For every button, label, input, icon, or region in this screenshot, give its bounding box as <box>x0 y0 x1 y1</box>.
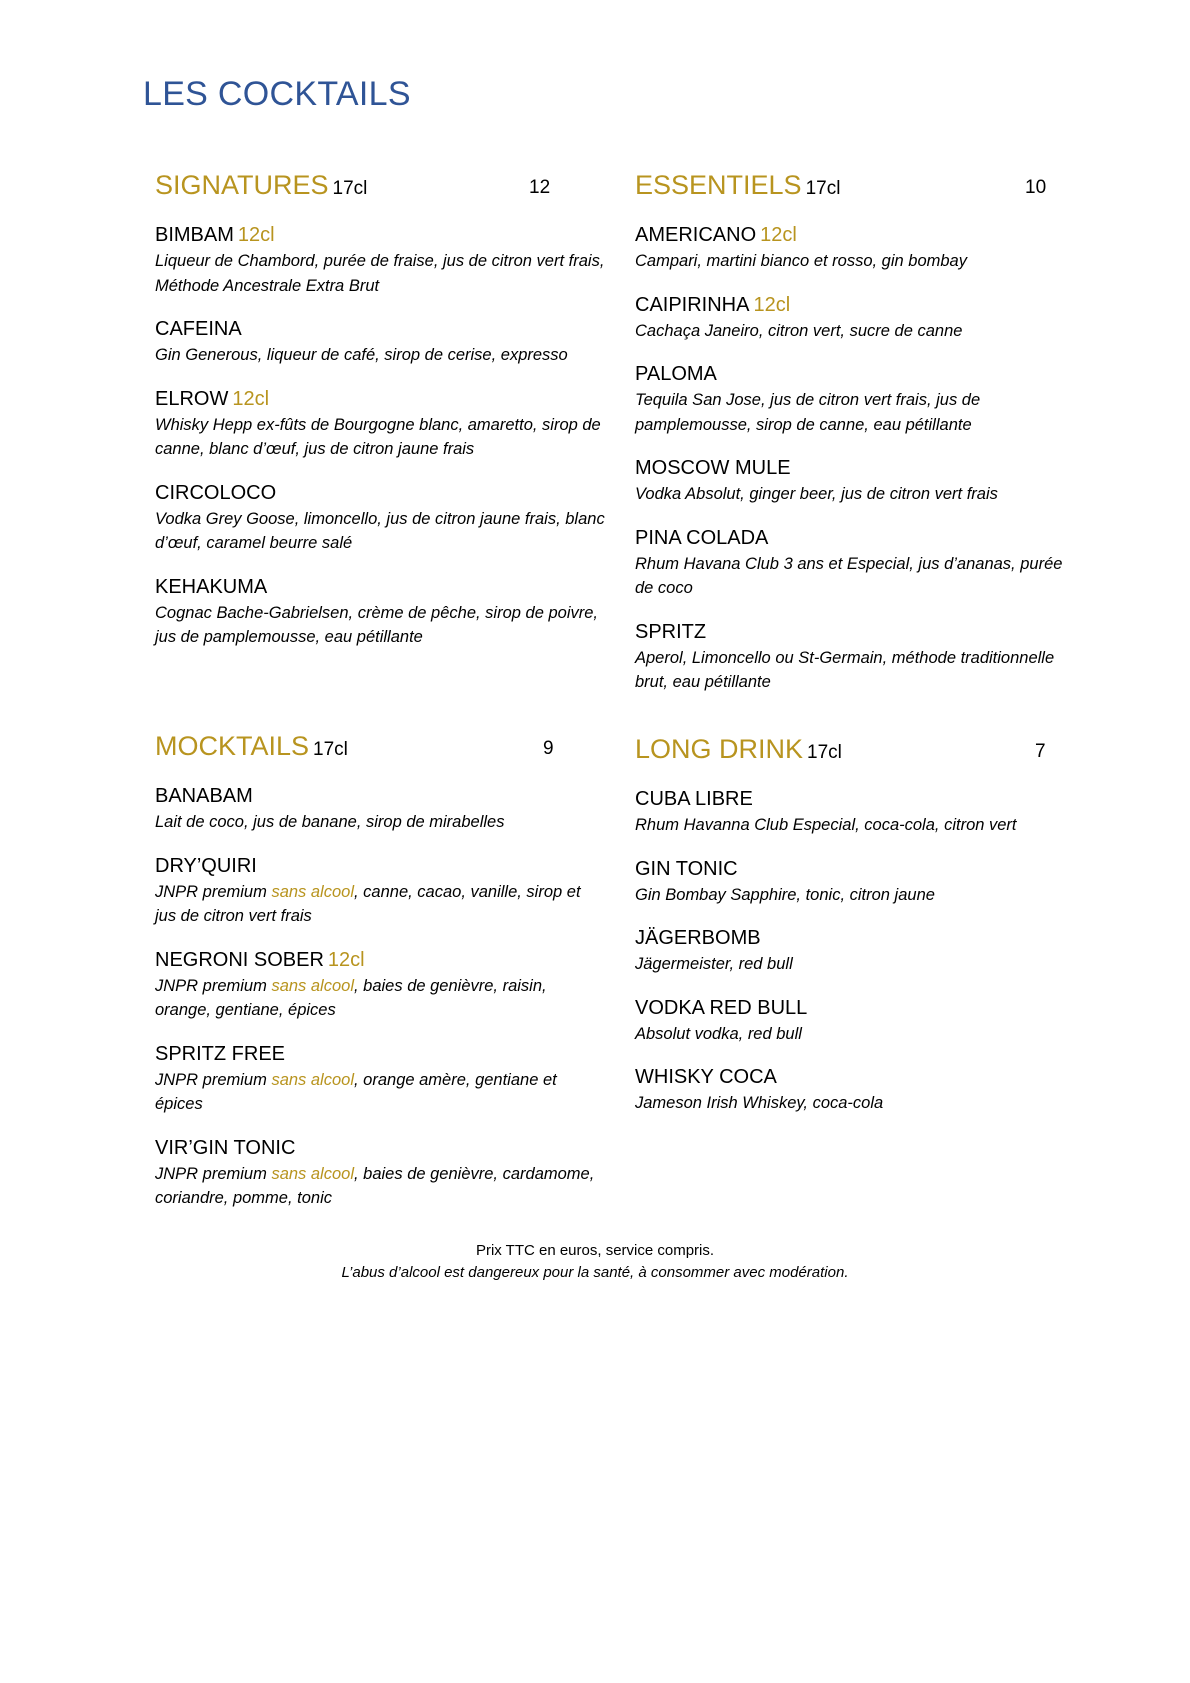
item-volume: 12cl <box>760 224 797 246</box>
description-text: , baies de genièvre, raisin, orange, gentiane, épices <box>155 976 547 1019</box>
item-name-line <box>155 317 605 342</box>
description-text: Rhum Havana Club 3 ans et Especial, jus d’ananas, purée de coco <box>635 554 1063 597</box>
item-volume: 12cl <box>327 948 365 971</box>
description-text: Jameson Irish Whiskey, coca-cola <box>635 1094 884 1112</box>
description-text: Gin Generous, liqueur de café, sirop de cerise, expresso <box>155 346 568 364</box>
footer-price-note: Prix TTC en euros, service compris. <box>475 1242 715 1259</box>
menu-item <box>155 948 605 1023</box>
item-name: ELROW <box>155 387 229 410</box>
description-text: Whisky Hepp ex-fûts de Bourgogne blanc, amaretto, sirop de canne, blanc d’œuf, jus de citron jaune frais <box>155 415 601 458</box>
menu-item <box>635 996 1085 1047</box>
menu-item <box>635 456 1085 507</box>
item-name: SPRITZ FREE <box>155 1042 286 1065</box>
item-name: CUBA LIBRE <box>635 788 753 810</box>
item-name: VODKA RED BULL <box>635 996 808 1019</box>
item-volume: 12cl <box>237 224 275 246</box>
item-description <box>635 249 1085 274</box>
section-header <box>635 732 1085 766</box>
alcohol-free-highlight: sans alcool <box>271 976 354 995</box>
section-header <box>635 168 1085 202</box>
item-description <box>635 482 1085 507</box>
item-name-line <box>155 575 605 600</box>
item-description <box>635 646 1085 695</box>
section-price: 12 <box>529 177 551 198</box>
menu-item <box>635 1065 1085 1116</box>
description-text: Tequila San Jose, jus de citron vert frais, jus de pamplemousse, sirop de canne, eau pétillante <box>635 391 981 434</box>
item-description <box>155 249 605 298</box>
menu-item <box>635 787 1085 838</box>
item-name-line <box>635 620 1085 645</box>
item-description <box>635 552 1085 601</box>
item-description <box>155 601 605 650</box>
menu-item <box>155 784 605 835</box>
item-description <box>635 952 1085 977</box>
item-name-line <box>635 526 1085 551</box>
item-name-line <box>635 926 1085 951</box>
item-description <box>155 1162 605 1211</box>
item-volume: 12cl <box>232 387 270 410</box>
item-name: BANABAM <box>155 785 253 807</box>
section-title: MOCKTAILS <box>155 731 310 761</box>
section-price: 10 <box>1025 177 1047 198</box>
section-price: 7 <box>1035 741 1046 762</box>
section-price: 9 <box>543 738 554 759</box>
menu-item <box>155 1042 605 1117</box>
item-name-line <box>155 948 605 973</box>
item-name-line <box>155 1136 605 1161</box>
item-name: VIR’GIN TONIC <box>155 1136 296 1159</box>
description-text: Aperol, Limoncello ou St-Germain, méthode traditionnelle brut, eau pétillante <box>635 648 1055 691</box>
menu-item <box>155 854 605 929</box>
item-description <box>635 319 1085 344</box>
item-name: JÄGERBOMB <box>635 927 761 949</box>
section-volume: 17cl <box>805 178 841 199</box>
item-name: KEHAKUMA <box>155 575 268 598</box>
item-name-line <box>635 293 1085 318</box>
section-volume: 17cl <box>332 178 368 199</box>
item-name-line <box>155 1042 605 1067</box>
description-text: , orange amère, gentiane et épices <box>155 1070 557 1113</box>
section-long-drink <box>635 732 1085 1135</box>
item-description <box>155 507 605 556</box>
item-name: PINA COLADA <box>635 526 769 549</box>
footer-alcohol-warning: L’abus d’alcool est dangereux pour la santé, à consommer avec modération. <box>341 1264 849 1281</box>
menu-item <box>635 857 1085 908</box>
item-description <box>635 388 1085 437</box>
section-volume: 17cl <box>313 739 348 760</box>
item-name: DRY’QUIRI <box>155 854 257 877</box>
menu-item <box>155 223 605 298</box>
description-text: Liqueur de Chambord, purée de fraise, jus de citron vert frais, Méthode Ancestrale Extra Brut <box>155 252 605 295</box>
section-title: LONG DRINK <box>635 734 804 764</box>
description-text: Cachaça Janeiro, citron vert, sucre de canne <box>635 321 963 340</box>
item-description <box>155 880 605 929</box>
description-text: Lait de coco, jus de banane, sirop de mirabelles <box>155 813 505 831</box>
item-name-line <box>635 1065 1085 1090</box>
menu-item <box>155 575 605 650</box>
description-text: Gin Bombay Sapphire, tonic, citron jaune <box>635 885 935 904</box>
item-list <box>155 784 605 1211</box>
item-name-line <box>635 996 1085 1021</box>
description-text: Vodka Grey Goose, limoncello, jus de citron jaune frais, blanc d’œuf, caramel beurre salé <box>155 509 605 552</box>
description-text: JNPR premium <box>155 882 272 901</box>
section-mocktails <box>155 729 605 1230</box>
description-text: Rhum Havanna Club Especial, coca-cola, citron vert <box>635 816 1017 834</box>
item-description <box>635 813 1085 838</box>
alcohol-free-highlight: sans alcool <box>271 1164 354 1183</box>
menu-item <box>635 926 1085 977</box>
item-name: BIMBAM <box>155 224 234 246</box>
item-name: CAFEINA <box>155 318 242 340</box>
item-name: MOSCOW MULE <box>635 457 791 479</box>
menu-item <box>155 481 605 556</box>
description-text: Cognac Bache-Gabrielsen, crème de pêche, sirop de poivre, jus de pamplemousse, eau pétillante <box>155 603 598 646</box>
description-text: JNPR premium <box>155 1164 272 1183</box>
item-description <box>155 974 605 1023</box>
section-header <box>155 729 605 763</box>
item-description <box>155 810 605 835</box>
item-description <box>155 413 605 462</box>
item-description <box>635 883 1085 908</box>
description-text: Campari, martini bianco et rosso, gin bombay <box>635 252 967 270</box>
item-description <box>155 343 605 368</box>
description-text: , canne, cacao, vanille, sirop et jus de citron vert frais <box>155 882 581 925</box>
item-description <box>635 1091 1085 1116</box>
item-volume: 12cl <box>753 293 791 316</box>
page-title: LES COCKTAILS <box>143 75 411 113</box>
section-header <box>155 168 605 202</box>
item-name: CIRCOLOCO <box>155 481 277 504</box>
item-name-line <box>635 787 1085 812</box>
item-name-line <box>635 456 1085 481</box>
item-name-line <box>635 223 1085 248</box>
menu-item <box>635 293 1085 344</box>
description-text: JNPR premium <box>155 1070 272 1089</box>
item-name-line <box>635 362 1085 387</box>
menu-item <box>155 317 605 368</box>
section-title: ESSENTIELS <box>635 170 802 200</box>
item-list <box>635 223 1085 695</box>
item-name-line <box>155 223 605 248</box>
item-name: NEGRONI SOBER <box>155 948 324 971</box>
menu-item <box>635 620 1085 695</box>
item-list <box>635 787 1085 1116</box>
item-name: SPRITZ <box>635 620 707 643</box>
item-name-line <box>155 784 605 809</box>
item-name: WHISKY COCA <box>635 1066 777 1088</box>
description-text: JNPR premium <box>155 976 272 995</box>
item-name-line <box>155 854 605 879</box>
item-name-line <box>155 387 605 412</box>
item-name: GIN TONIC <box>635 857 738 880</box>
description-text: Absolut vodka, red bull <box>635 1024 802 1043</box>
item-name: AMERICANO <box>635 224 757 246</box>
item-name-line <box>635 857 1085 882</box>
item-name: PALOMA <box>635 363 717 385</box>
item-description <box>155 1068 605 1117</box>
item-description <box>635 1022 1085 1047</box>
description-text: Vodka Absolut, ginger beer, jus de citron vert frais <box>635 485 998 503</box>
menu-item <box>155 387 605 462</box>
section-essentiels <box>635 168 1085 714</box>
menu-item <box>155 1136 605 1211</box>
description-text: , baies de genièvre, cardamome, coriandre, pomme, tonic <box>155 1164 595 1207</box>
alcohol-free-highlight: sans alcool <box>271 882 354 901</box>
alcohol-free-highlight: sans alcool <box>271 1070 354 1089</box>
item-list <box>155 223 605 650</box>
section-volume: 17cl <box>807 742 842 763</box>
section-signatures <box>155 168 605 669</box>
section-title: SIGNATURES <box>155 170 329 200</box>
menu-item <box>635 526 1085 601</box>
menu-item <box>635 223 1085 274</box>
item-name: CAIPIRINHA <box>635 293 750 316</box>
item-name-line <box>155 481 605 506</box>
footer <box>0 1240 1190 1284</box>
description-text: Jägermeister, red bull <box>635 955 793 973</box>
menu-item <box>635 362 1085 437</box>
